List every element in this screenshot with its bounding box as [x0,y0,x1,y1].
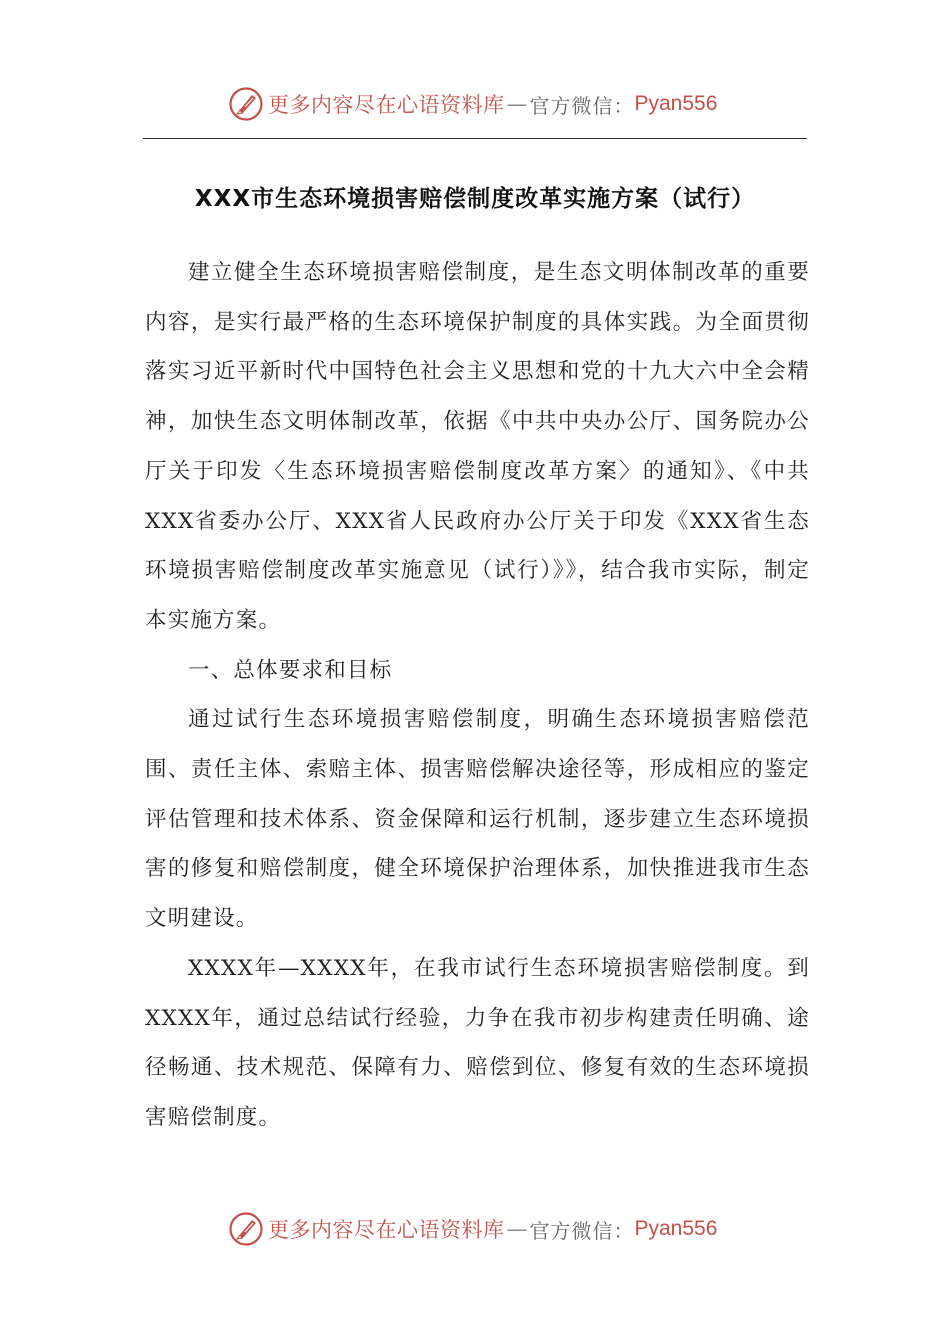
pen-nib-logo-icon [228,1211,264,1247]
header-banner [228,84,728,124]
banner-slogan: 更多内容尽在心语资料库 [268,1218,505,1242]
footer-banner [228,1209,728,1249]
header-divider [143,138,807,139]
pen-nib-logo-icon [228,86,264,122]
banner-slogan: 更多内容尽在心语资料库 [268,93,505,117]
banner-wechat-id: Pyan556 [634,1217,718,1240]
banner-separator: — [506,92,528,116]
banner-separator: — [506,1217,528,1241]
paragraph-intro: 建立健全生态环境损害赔偿制度，是生态文明体制改革的重要内容，是实行最严格的生态环境保护制度的具体实践。为全面贯彻落实习近平新时代中国特色社会主义思想和党的十九大六中全会精神，加快生态文明体制改革，依据《中共中央办公厅、国务院办公厅关于印发〈生态环境损害赔偿制度改革方案〉的通知》、《中共XXX省委办公厅、XXX省人民政府办公厅关于印发《XXX省生态环境损害赔偿制度改革实施意见（试行）》》，结合我市实际，制定本实施方案。 [145,260,810,633]
section-heading: 一、总体要求和目标 [188,657,393,683]
banner-wechat-label: 官方微信： [529,93,635,118]
document-title: XXX市生态环境损害赔偿制度改革实施方案（试行） [194,186,756,212]
banner-wechat-id: Pyan556 [634,92,718,115]
document-body [145,248,810,1143]
paragraph-goals: 通过试行生态环境损害赔偿制度，明确生态环境损害赔偿范围、责任主体、索赔主体、损害赔偿解决途径等，形成相应的鉴定评估管理和技术体系、资金保障和运行机制，逐步建立生态环境损害的修复和赔偿制度，健全环境保护治理体系，加快推进我市生态文明建设。 [145,707,810,932]
banner-wechat-label: 官方微信： [529,1218,635,1243]
paragraph-timeline: XXXX年—XXXX年，在我市试行生态环境损害赔偿制度。到XXXX年，通过总结试行经验，力争在我市初步构建责任明确、途径畅通、技术规范、保障有力、赔偿到位、修复有效的生态环境损害赔偿制度。 [145,955,810,1130]
